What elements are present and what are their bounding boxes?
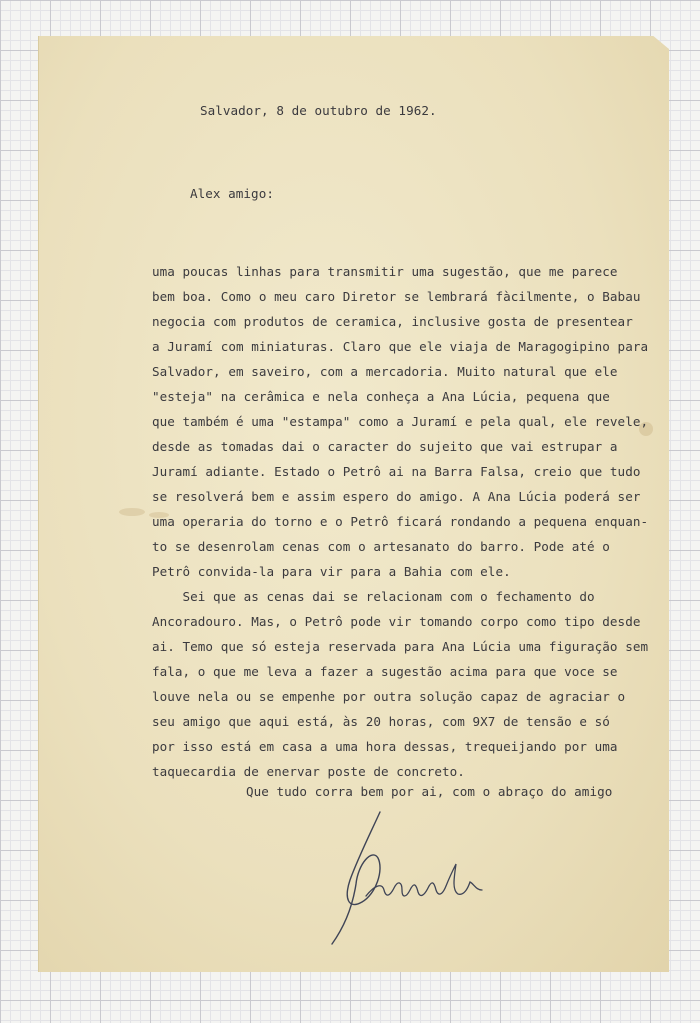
body-line: bem boa. Como o meu caro Diretor se lembrará fàcilmente, o Babau: [152, 289, 641, 304]
body-line: Salvador, em saveiro, com a mercadoria. Muito natural que ele: [152, 364, 618, 379]
letter-closing: Que tudo corra bem por ai, com o abraço do amigo: [246, 784, 613, 799]
body-line: que também é uma "estampa" como a Juramí e pela qual, ele revele,: [152, 414, 649, 429]
body-line: "esteja" na cerâmica e nela conheça a Ana Lúcia, pequena que: [152, 389, 610, 404]
body-line: uma operaria do torno e o Petrô ficará rondando a pequena enquan-: [152, 514, 649, 529]
body-line: Petrô convida-la para vir para a Bahia com ele.: [152, 564, 511, 579]
letter-salutation: Alex amigo:: [190, 186, 274, 201]
body-line: Ancoradouro. Mas, o Petrô pode vir tomando corpo como tipo desde: [152, 614, 641, 629]
letter-date: Salvador, 8 de outubro de 1962.: [200, 103, 437, 118]
body-line: uma poucas linhas para transmitir uma sugestão, que me parece: [152, 264, 618, 279]
body-line: se resolverá bem e assim espero do amigo. A Ana Lúcia poderá ser: [152, 489, 641, 504]
body-line: a Juramí com miniaturas. Claro que ele viaja de Maragogipino para: [152, 339, 649, 354]
body-line: Sei que as cenas dai se relacionam com o fechamento do: [152, 589, 595, 604]
body-line: por isso está em casa a uma hora dessas, trequeijando por uma: [152, 739, 618, 754]
body-line: taquecardia de enervar poste de concreto.: [152, 764, 465, 779]
body-line: desde as tomadas dai o caracter do sujeito que vai estrupar a: [152, 439, 618, 454]
body-line: Juramí adiante. Estado o Petrô ai na Barra Falsa, creio que tudo: [152, 464, 641, 479]
paper-stain: [119, 508, 145, 516]
body-line: louve nela ou se empenhe por outra solução capaz de agraciar o: [152, 689, 626, 704]
handwritten-signature: [318, 798, 508, 948]
body-line: to se desenrolam cenas com o artesanato do barro. Pode até o: [152, 539, 610, 554]
body-line: negocia com produtos de ceramica, inclusive gosta de presentear: [152, 314, 633, 329]
body-line: ai. Temo que só esteja reservada para Ana Lúcia uma figuração sem: [152, 639, 649, 654]
body-line: seu amigo que aqui está, às 20 horas, com 9X7 de tensão e só: [152, 714, 610, 729]
body-line: fala, o que me leva a fazer a sugestão acima para que voce se: [152, 664, 618, 679]
